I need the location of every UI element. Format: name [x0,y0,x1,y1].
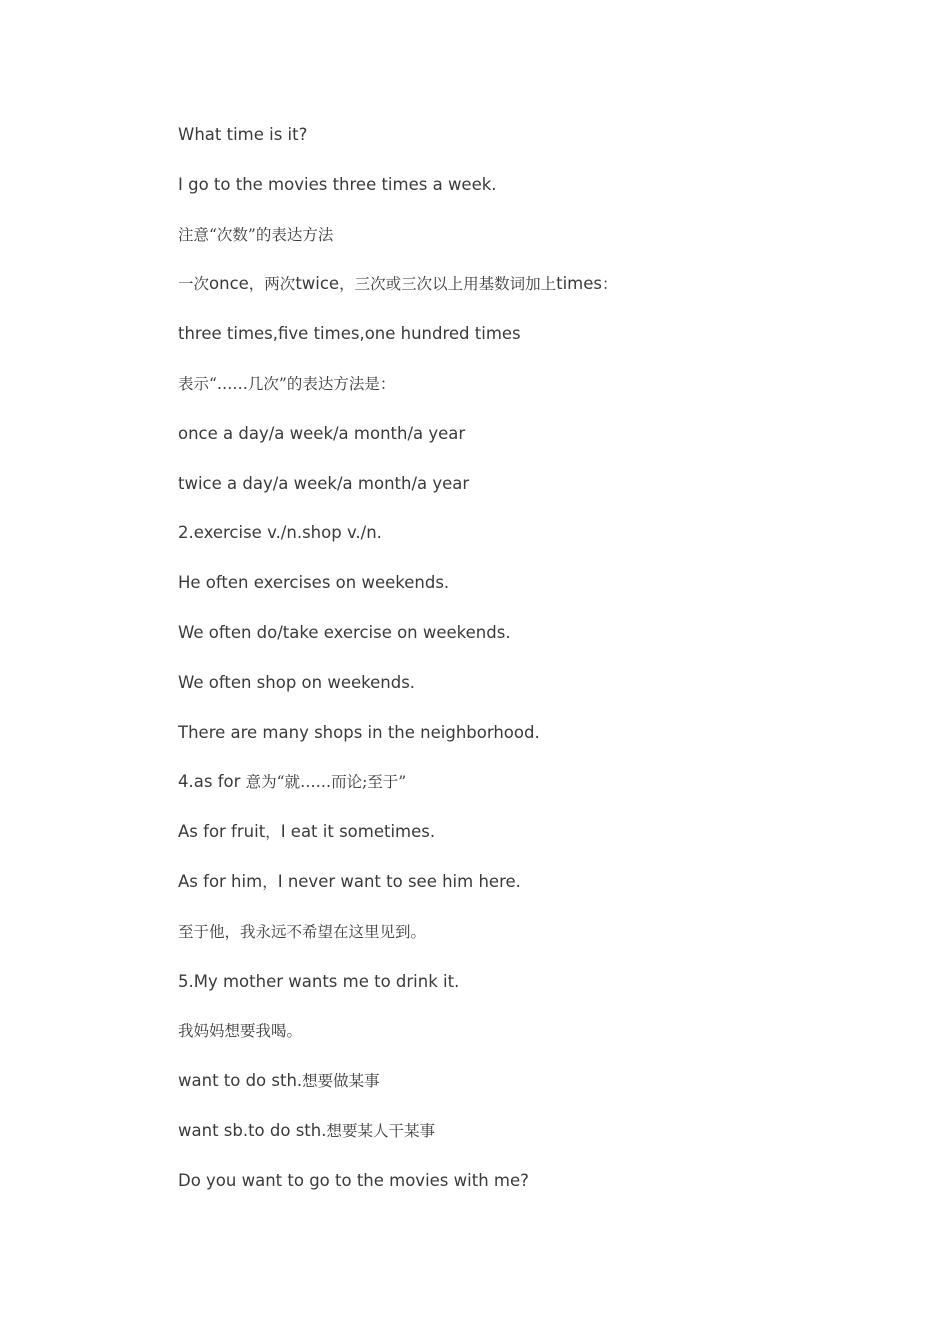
text-line [178,622,878,672]
text-line [178,124,878,174]
text-segment: 意为“就……而论;至于” [245,773,407,792]
text-line [178,473,878,523]
text-segment: Do you want to go to the movies with me? [178,1170,529,1190]
text-segment: 想要某人干某事 [326,1121,435,1140]
text-segment: I go to the movies three times a week. [178,174,497,194]
text-line [178,771,878,821]
text-line [178,572,878,622]
text-segment: There are many shops in the neighborhood. [178,722,540,742]
text-segment: 我妈妈想要我喝。 [178,1022,303,1041]
text-segment: ， [262,872,278,891]
text-segment: three times,five times,one hundred times [178,324,521,344]
text-line [178,821,878,871]
text-segment: 表示“……几次”的表达方法是： [178,374,396,393]
text-line [178,1020,878,1070]
text-line [178,1120,878,1170]
text-segment: want sb.to do sth. [178,1120,327,1140]
text-segment: times [556,274,602,294]
text-segment: ： [601,275,618,294]
text-segment: 5.My mother wants me to drink it. [178,971,460,991]
text-segment: 2.exercise v./n.shop v./n. [178,523,382,543]
text-segment: As for fruit [178,822,266,842]
text-segment: ，两次 [248,275,296,294]
text-line [178,1170,878,1220]
text-segment: 4.as for [178,772,246,792]
text-segment: 想要做某事 [302,1072,380,1091]
text-line [178,273,878,323]
text-segment: once [209,274,249,294]
text-segment: 一次 [178,275,210,294]
text-segment: twice [295,274,340,294]
document-body [178,124,878,1220]
text-line [178,522,878,572]
text-segment: once a day/a week/a month/a year [178,423,466,443]
text-segment: We often do/take exercise on weekends. [178,622,511,642]
text-segment: What time is it? [178,125,308,144]
text-segment: As for him [178,871,263,891]
text-segment: I never want to see him here. [277,871,521,891]
text-segment: twice a day/a week/a month/a year [178,473,470,493]
text-segment: 注意“次数”的表达方法 [178,225,334,244]
text-segment: We often shop on weekends. [178,672,416,692]
text-line [178,423,878,473]
text-line [178,373,878,423]
text-segment: ， [265,823,281,842]
text-segment: ，三次或三次以上用基数词加上 [339,275,557,294]
text-line [178,921,878,971]
text-line [178,224,878,274]
text-segment: He often exercises on weekends. [178,573,450,593]
text-line [178,971,878,1021]
text-line [178,672,878,722]
text-segment: 至于他，我永远不希望在这里见到。 [178,922,427,941]
text-line [178,323,878,373]
text-segment: want to do sth. [178,1071,303,1091]
text-line [178,1070,878,1120]
text-segment: I eat it sometimes. [280,822,436,842]
text-line [178,174,878,224]
text-line [178,722,878,772]
text-line [178,871,878,921]
